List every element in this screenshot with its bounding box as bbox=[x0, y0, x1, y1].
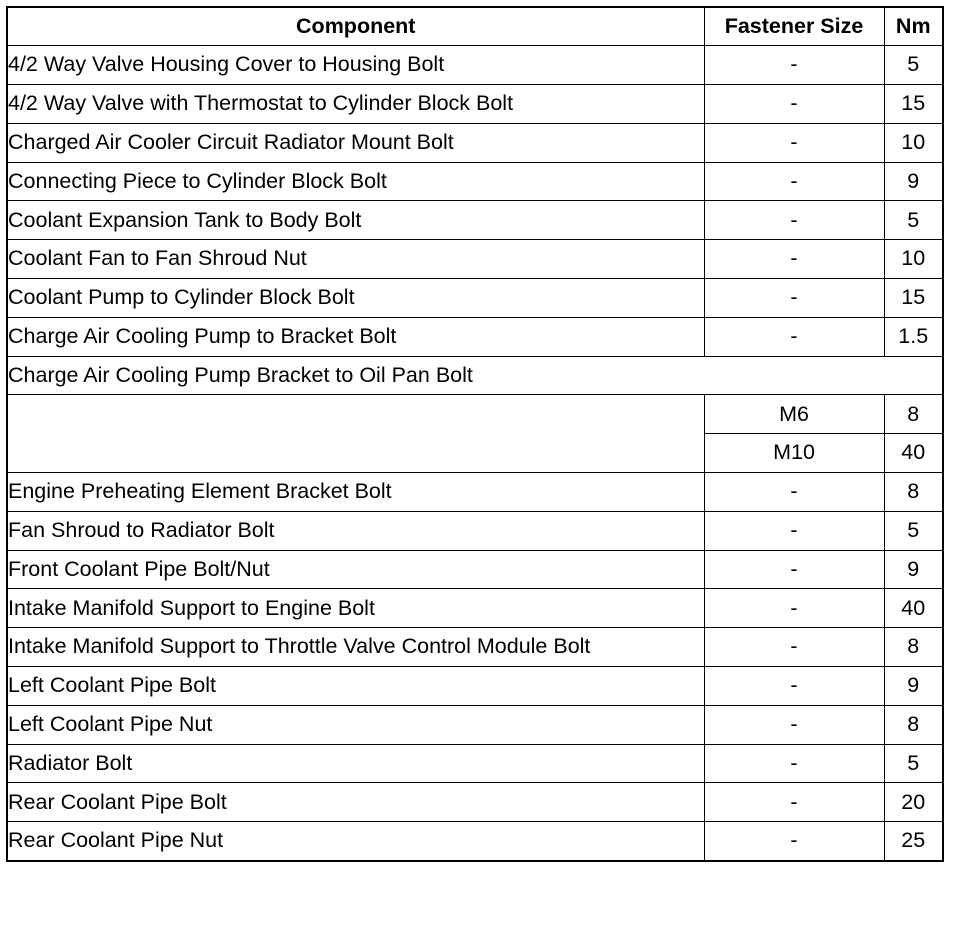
component-cell: Rear Coolant Pipe Nut bbox=[7, 822, 704, 861]
torque-nm-cell: 8 bbox=[884, 395, 943, 434]
fastener-size-cell: - bbox=[704, 85, 884, 124]
component-cell: Coolant Expansion Tank to Body Bolt bbox=[7, 201, 704, 240]
component-cell: Front Coolant Pipe Bolt/Nut bbox=[7, 550, 704, 589]
fastener-size-cell: - bbox=[704, 705, 884, 744]
torque-nm-cell: 20 bbox=[884, 783, 943, 822]
component-cell: Fan Shroud to Radiator Bolt bbox=[7, 511, 704, 550]
group-blank-cell bbox=[7, 395, 704, 473]
torque-nm-cell: 5 bbox=[884, 46, 943, 85]
torque-nm-cell: 40 bbox=[884, 434, 943, 473]
column-header-nm: Nm bbox=[884, 7, 943, 46]
torque-nm-cell: 5 bbox=[884, 511, 943, 550]
table-row bbox=[7, 123, 943, 162]
component-cell: Coolant Fan to Fan Shroud Nut bbox=[7, 240, 704, 279]
torque-nm-cell: 15 bbox=[884, 85, 943, 124]
component-cell: Engine Preheating Element Bracket Bolt bbox=[7, 473, 704, 512]
torque-nm-cell: 15 bbox=[884, 279, 943, 318]
fastener-size-cell: - bbox=[704, 550, 884, 589]
table-row bbox=[7, 705, 943, 744]
table-row bbox=[7, 667, 943, 706]
component-cell: Connecting Piece to Cylinder Block Bolt bbox=[7, 162, 704, 201]
torque-nm-cell: 25 bbox=[884, 822, 943, 861]
table-row bbox=[7, 628, 943, 667]
table-row bbox=[7, 744, 943, 783]
table-row bbox=[7, 201, 943, 240]
component-cell: Charged Air Cooler Circuit Radiator Mount Bolt bbox=[7, 123, 704, 162]
fastener-size-cell: - bbox=[704, 822, 884, 861]
table-row bbox=[7, 162, 943, 201]
table-row bbox=[7, 550, 943, 589]
fastener-size-cell: - bbox=[704, 201, 884, 240]
component-cell: 4/2 Way Valve with Thermostat to Cylinder Block Bolt bbox=[7, 85, 704, 124]
component-cell: 4/2 Way Valve Housing Cover to Housing Bolt bbox=[7, 46, 704, 85]
fastener-size-cell: - bbox=[704, 511, 884, 550]
group-title-cell: Charge Air Cooling Pump Bracket to Oil Pan Bolt bbox=[7, 356, 943, 395]
torque-nm-cell: 8 bbox=[884, 628, 943, 667]
table-row bbox=[7, 240, 943, 279]
torque-nm-cell: 8 bbox=[884, 705, 943, 744]
table-row bbox=[7, 46, 943, 85]
fastener-size-cell: - bbox=[704, 667, 884, 706]
table-row bbox=[7, 511, 943, 550]
torque-nm-cell: 1.5 bbox=[884, 317, 943, 356]
fastener-size-cell: - bbox=[704, 279, 884, 318]
component-cell: Intake Manifold Support to Throttle Valve Control Module Bolt bbox=[7, 628, 704, 667]
fastener-torque-table bbox=[6, 6, 944, 862]
fastener-size-cell: - bbox=[704, 123, 884, 162]
torque-nm-cell: 40 bbox=[884, 589, 943, 628]
component-cell: Radiator Bolt bbox=[7, 744, 704, 783]
table-row bbox=[7, 85, 943, 124]
table-header-row bbox=[7, 7, 943, 46]
component-cell: Rear Coolant Pipe Bolt bbox=[7, 783, 704, 822]
component-cell: Intake Manifold Support to Engine Bolt bbox=[7, 589, 704, 628]
torque-nm-cell: 8 bbox=[884, 473, 943, 512]
component-cell: Coolant Pump to Cylinder Block Bolt bbox=[7, 279, 704, 318]
table-row bbox=[7, 473, 943, 512]
fastener-size-cell: - bbox=[704, 46, 884, 85]
table-row bbox=[7, 279, 943, 318]
fastener-size-cell: - bbox=[704, 744, 884, 783]
table-body bbox=[7, 46, 943, 861]
torque-nm-cell: 9 bbox=[884, 667, 943, 706]
fastener-size-cell: - bbox=[704, 589, 884, 628]
group-sub-row bbox=[7, 395, 943, 434]
torque-nm-cell: 10 bbox=[884, 123, 943, 162]
fastener-size-cell: - bbox=[704, 240, 884, 279]
column-header-component: Component bbox=[7, 7, 704, 46]
torque-nm-cell: 9 bbox=[884, 162, 943, 201]
torque-nm-cell: 5 bbox=[884, 201, 943, 240]
fastener-size-cell: M10 bbox=[704, 434, 884, 473]
fastener-size-cell: M6 bbox=[704, 395, 884, 434]
fastener-size-cell: - bbox=[704, 473, 884, 512]
table-row bbox=[7, 783, 943, 822]
torque-nm-cell: 9 bbox=[884, 550, 943, 589]
table-row bbox=[7, 822, 943, 861]
table-row bbox=[7, 589, 943, 628]
table-row bbox=[7, 317, 943, 356]
fastener-size-cell: - bbox=[704, 317, 884, 356]
component-cell: Left Coolant Pipe Bolt bbox=[7, 667, 704, 706]
group-title-row bbox=[7, 356, 943, 395]
fastener-size-cell: - bbox=[704, 783, 884, 822]
component-cell: Charge Air Cooling Pump to Bracket Bolt bbox=[7, 317, 704, 356]
fastener-size-cell: - bbox=[704, 162, 884, 201]
torque-nm-cell: 5 bbox=[884, 744, 943, 783]
torque-nm-cell: 10 bbox=[884, 240, 943, 279]
fastener-size-cell: - bbox=[704, 628, 884, 667]
column-header-fastener-size: Fastener Size bbox=[704, 7, 884, 46]
component-cell: Left Coolant Pipe Nut bbox=[7, 705, 704, 744]
